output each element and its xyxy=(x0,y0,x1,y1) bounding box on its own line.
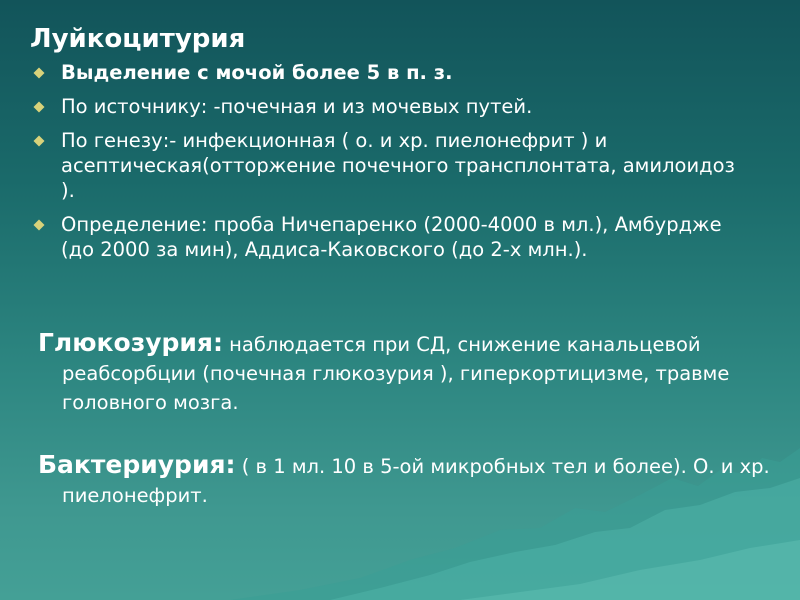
diamond-bullet-icon xyxy=(33,101,45,113)
diamond-bullet-icon xyxy=(33,135,45,147)
bacteriuria-paragraph xyxy=(38,450,800,510)
bullet-text: По источнику: -почечная и из мочевых путей. xyxy=(61,95,533,118)
bullet-text: Определение: проба Ничепаренко (2000-4000 в мл.), Амбурдже (до 2000 за мин), Аддиса-Каковского (до 2-х млн.). xyxy=(61,213,722,261)
diamond-bullet-icon xyxy=(33,219,45,231)
bacteriuria-term: Бактериурия: xyxy=(38,450,236,479)
bullet-text: Выделение с мочой более 5 в п. з. xyxy=(61,61,453,84)
bullet-item xyxy=(30,128,750,203)
diamond-bullet-icon xyxy=(33,67,45,79)
bacteriuria-text: ( в 1 мл. 10 в 5-ой микробных тел и более). О. и хр. пиелонефрит. xyxy=(62,455,770,507)
bullet-text: По генезу:- инфекционная ( о. и хр. пиелонефрит ) и асептическая(отторжение почечного трансплонтата, амилоидоз ). xyxy=(61,129,735,202)
bullet-item xyxy=(30,60,750,85)
leukocyturia-bullet-list xyxy=(30,60,750,271)
bullet-item xyxy=(30,94,750,119)
glucosuria-text: наблюдается при СД, снижение канальцевой реабсорбции (почечная глюкозурия ), гиперкортицизме, травме головного мозга. xyxy=(62,333,730,414)
slide-heading: Луйкоцитурия xyxy=(30,24,246,54)
glucosuria-paragraph xyxy=(38,328,800,417)
bullet-item xyxy=(30,212,750,262)
glucosuria-term: Глюкозурия: xyxy=(38,328,223,357)
